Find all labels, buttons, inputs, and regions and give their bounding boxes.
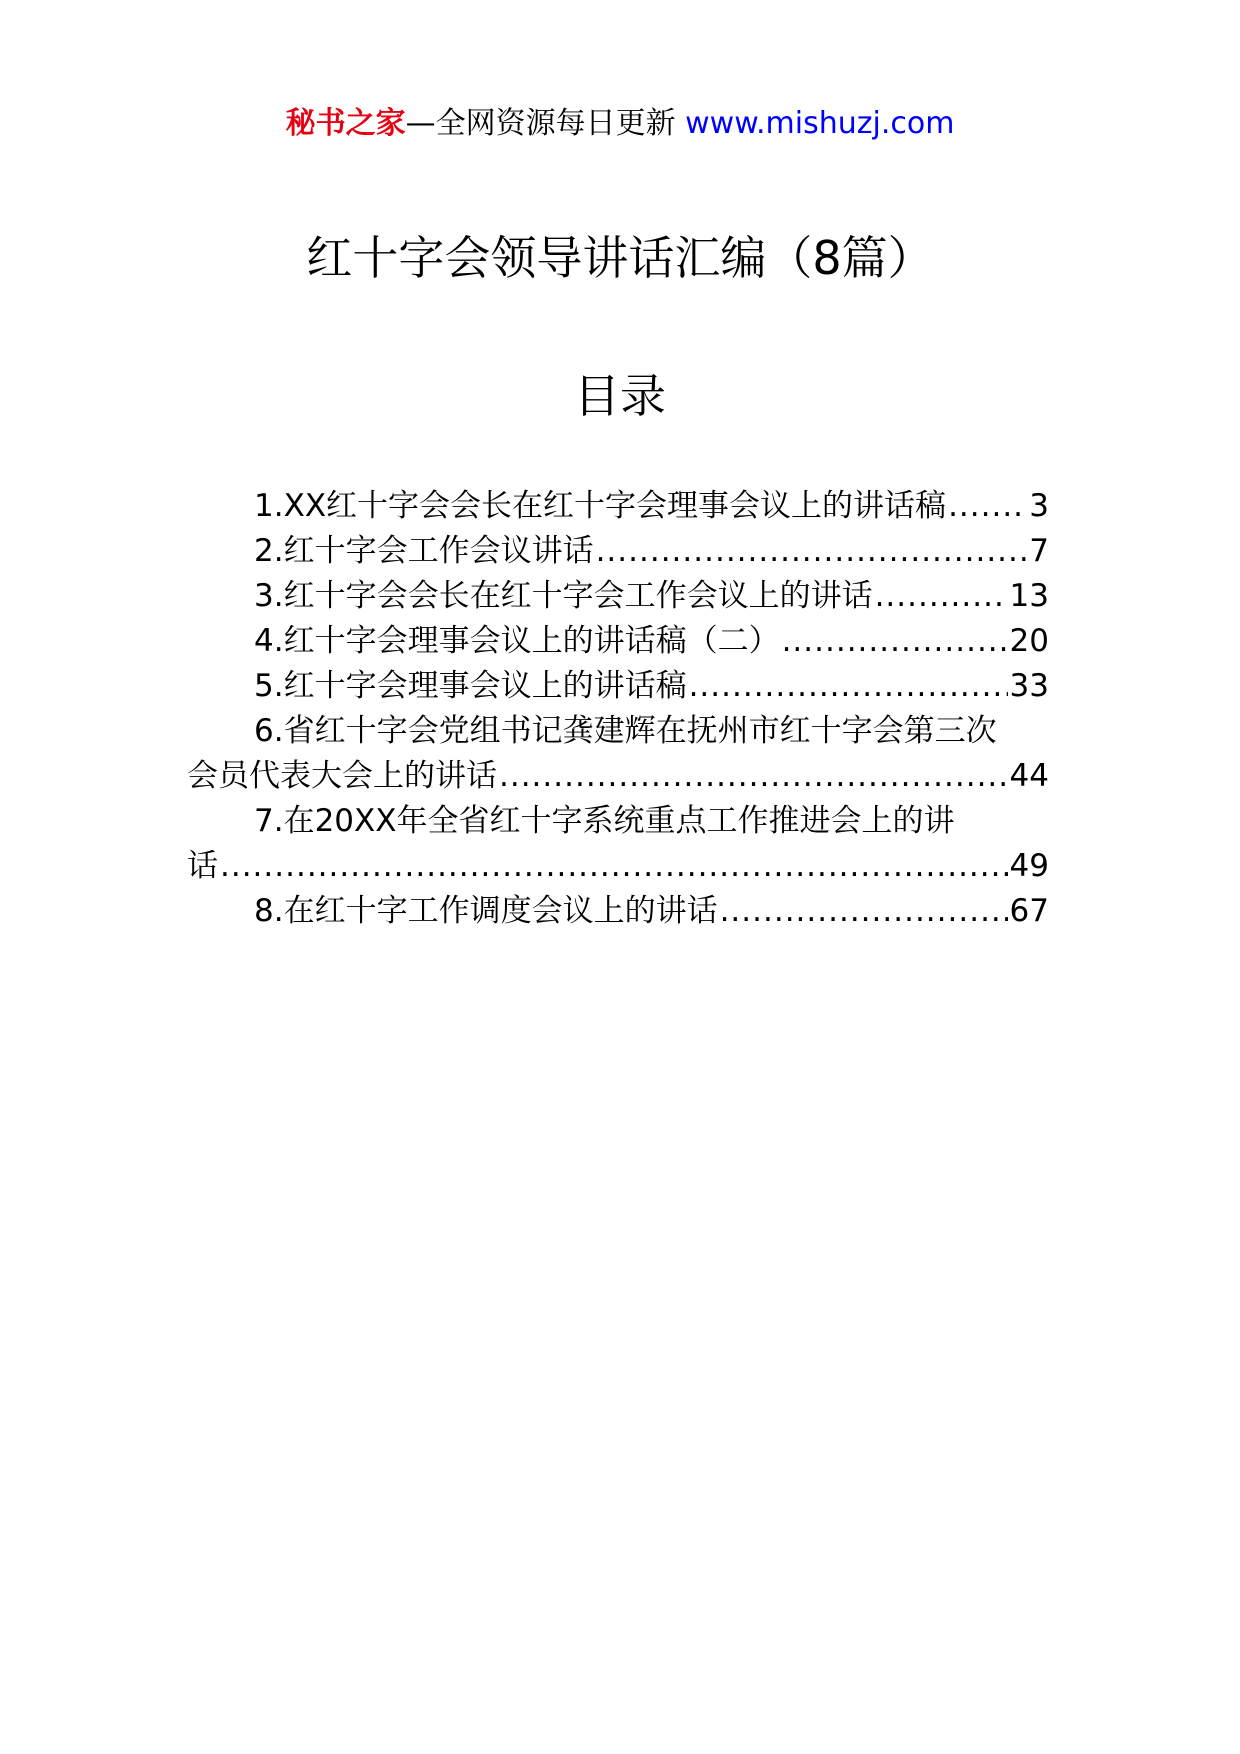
toc-page-number: 44: [1009, 758, 1049, 794]
toc-entry[interactable]: [187, 709, 1049, 799]
dot-leader: [875, 574, 1008, 619]
toc-entry-title-continuation: 话: [187, 848, 218, 884]
document-title: 红十字会领导讲话汇编（8篇）: [306, 231, 934, 285]
toc-page-number: 3: [1029, 488, 1049, 524]
dot-leader: [720, 889, 1008, 934]
dot-leader: [782, 619, 1008, 664]
brand-name: 秘书之家: [285, 106, 406, 141]
toc-page-number: 13: [1009, 578, 1049, 614]
toc-page-number: 7: [1029, 533, 1049, 569]
toc-entry-title: 8.在红十字工作调度会议上的讲话: [254, 893, 718, 929]
toc-entry-title: 4.红十字会理事会议上的讲话稿（二）: [254, 623, 780, 659]
toc-page-number: 20: [1009, 623, 1049, 659]
toc-entry-title: 6.省红十字会党组书记龚建辉在抚州市红十字会第三次: [254, 713, 997, 749]
toc-entry-title: 2.红十字会工作会议讲话: [254, 533, 594, 569]
dot-leader: [689, 664, 1008, 709]
toc-entry-title-continuation: 会员代表大会上的讲话: [187, 758, 497, 794]
toc-page-number: 49: [1009, 848, 1049, 884]
toc-entry-title: 7.在20XX年全省红十字系统重点工作推进会上的讲: [254, 803, 955, 839]
toc-page-number: 33: [1009, 668, 1049, 704]
toc-page-number: 67: [1009, 893, 1049, 929]
toc-entry[interactable]: [187, 574, 1049, 619]
table-of-contents: [187, 484, 1049, 934]
toc-entry-title: 5.红十字会理事会议上的讲话稿: [254, 668, 687, 704]
toc-entry[interactable]: [187, 529, 1049, 574]
site-url-link[interactable]: www.mishuzj.com: [685, 106, 955, 141]
toc-entry[interactable]: [187, 889, 1049, 934]
dot-leader: [499, 754, 1008, 799]
toc-heading: 目录: [574, 369, 666, 423]
toc-entry-title: 1.XX红十字会会长在红十字会理事会议上的讲话稿: [254, 488, 947, 524]
toc-entry[interactable]: [187, 799, 1049, 889]
toc-entry[interactable]: [187, 664, 1049, 709]
toc-entry-title: 3.红十字会会长在红十字会工作会议上的讲话: [254, 578, 873, 614]
toc-entry[interactable]: [187, 619, 1049, 664]
dot-leader: [596, 529, 1028, 574]
toc-entry[interactable]: [187, 484, 1049, 529]
dot-leader: [220, 844, 1008, 889]
slogan: —全网资源每日更新: [405, 106, 676, 141]
dot-leader: [948, 484, 1027, 529]
site-banner: [0, 104, 1240, 144]
